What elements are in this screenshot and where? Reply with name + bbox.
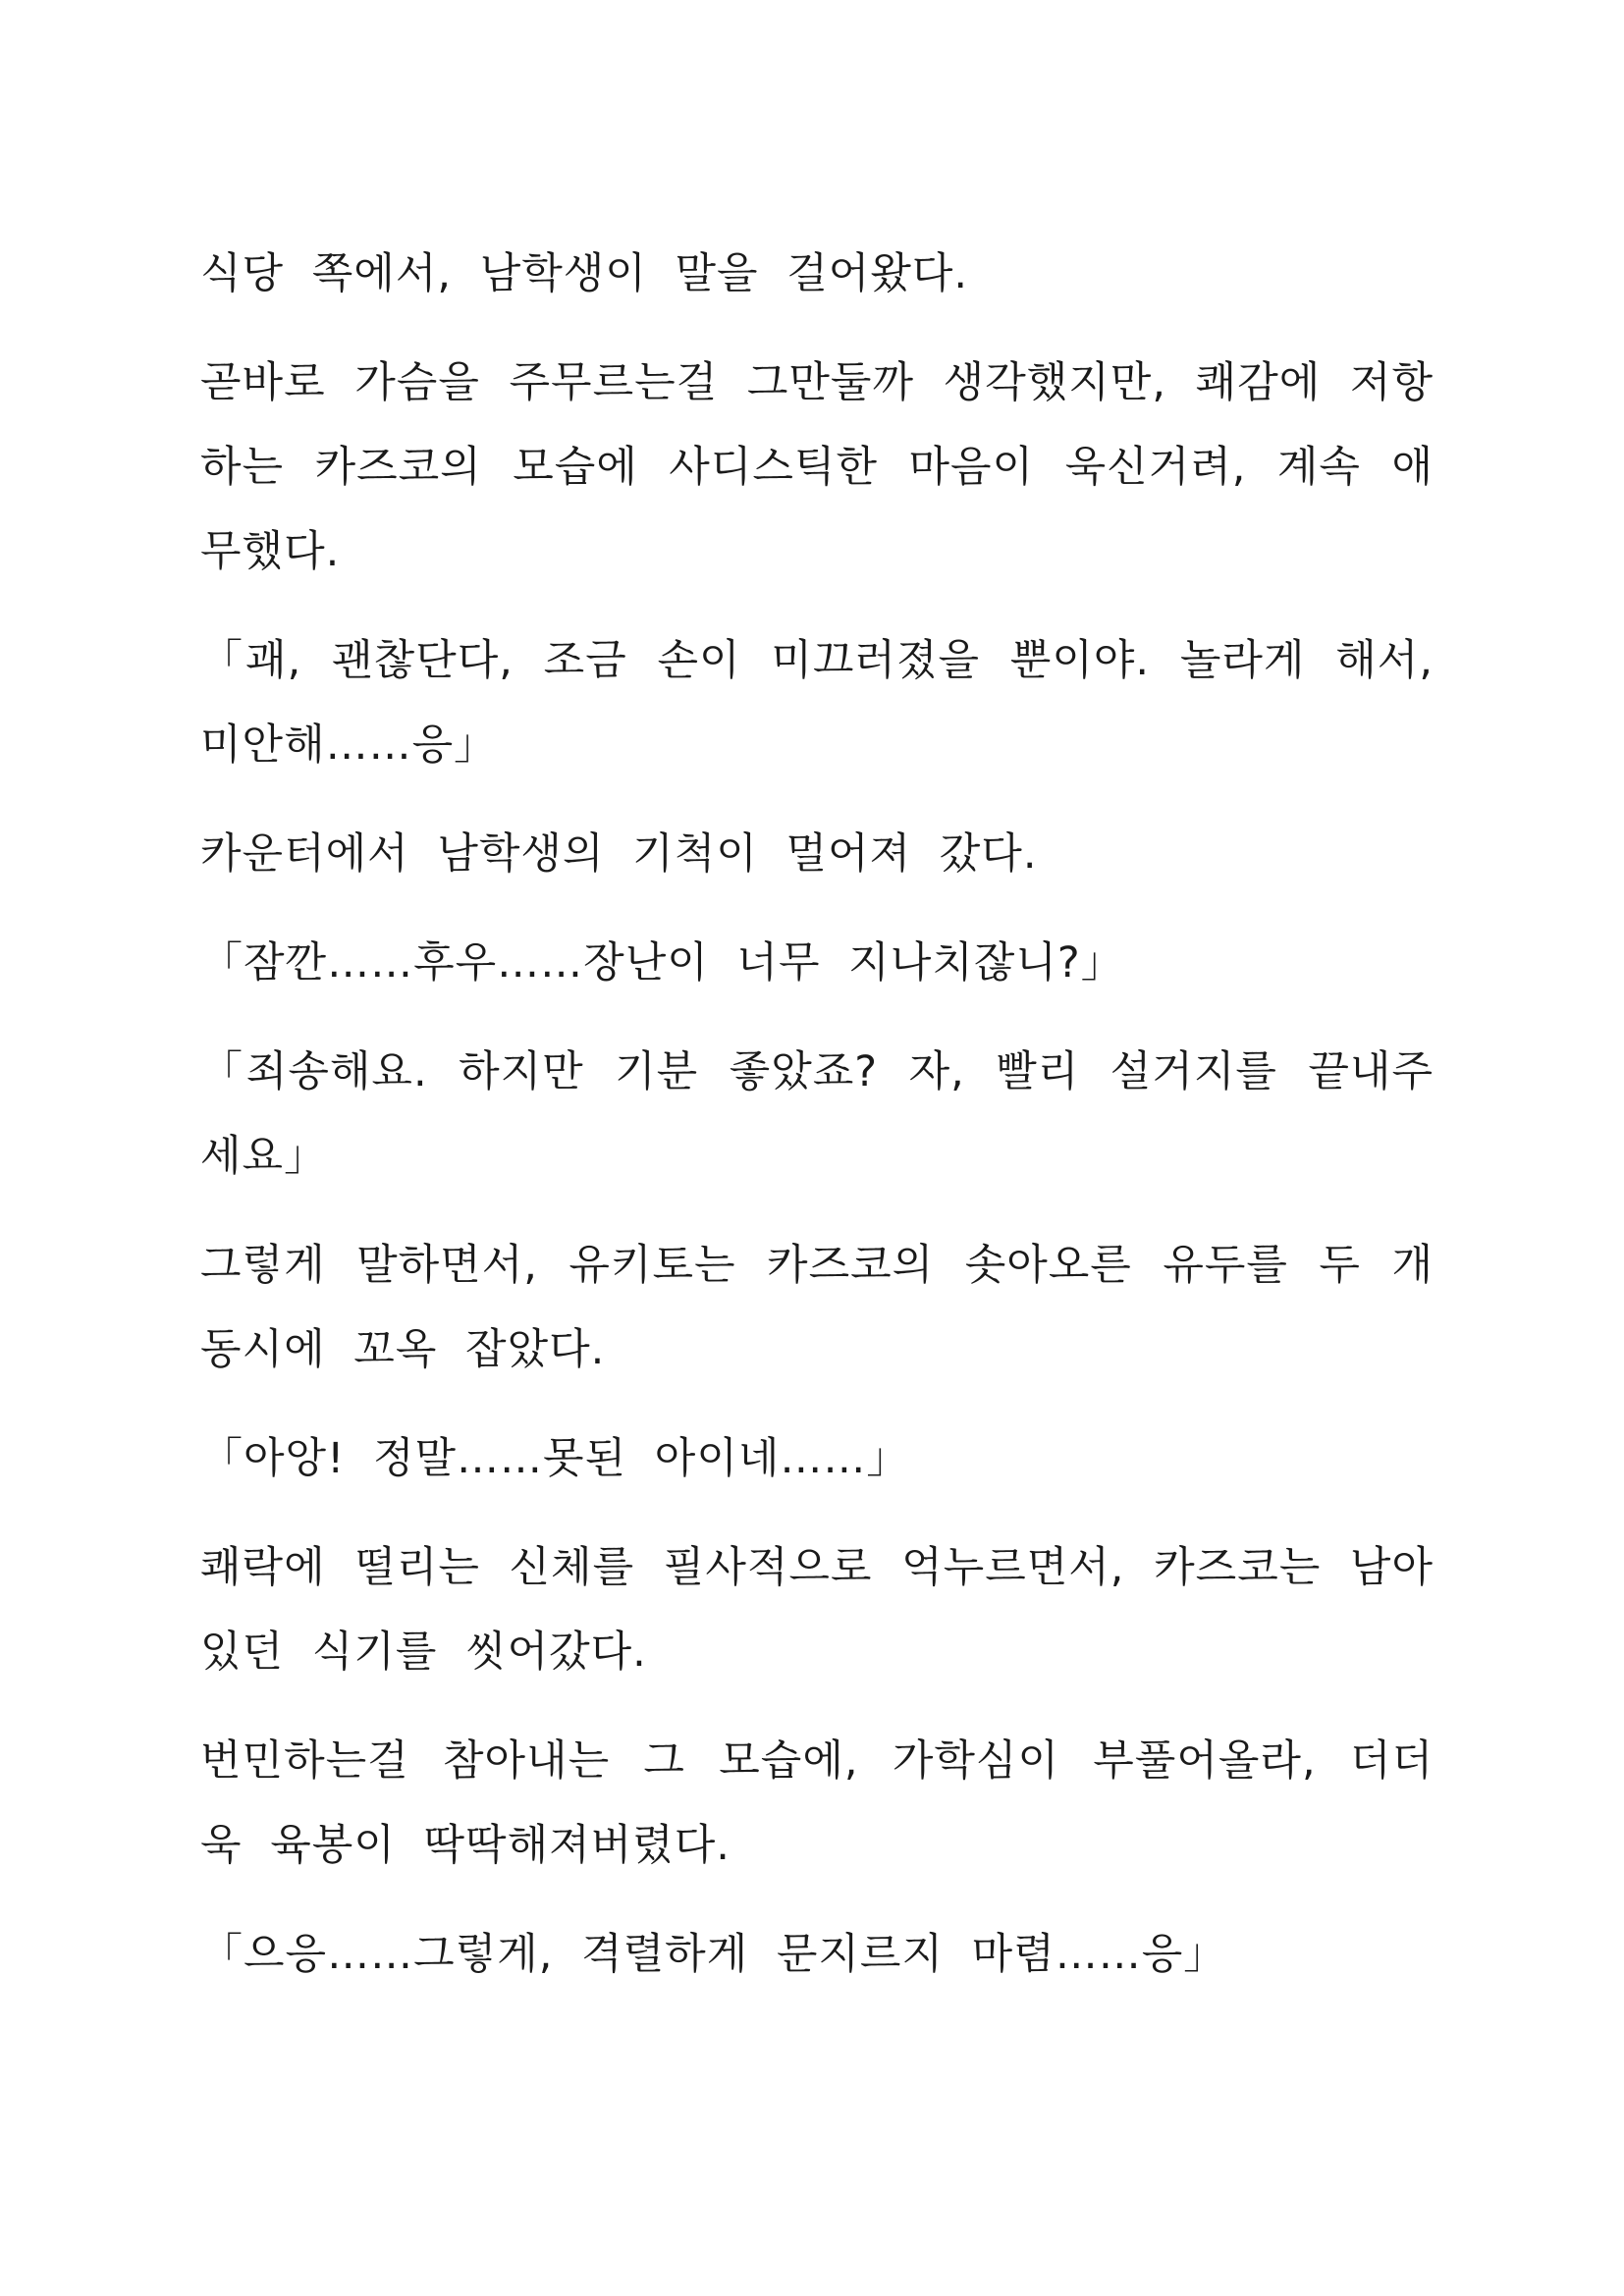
paragraph: 「으응……그렇게, 격렬하게 문지르지 마렴……응」 xyxy=(200,1930,1227,1979)
paragraph: 카운터에서 남학생의 기척이 멀어져 갔다. xyxy=(200,829,1038,879)
paragraph: 「죄송해요. 하지만 기분 좋았죠? 자, 빨리 설거지를 끝내주세요」 xyxy=(200,1047,1434,1181)
paragraph: 쾌락에 떨리는 신체를 필사적으로 억누르면서, 카즈코는 남아있던 식기를 씻어갔다. xyxy=(200,1543,1434,1677)
paragraph: 곧바로 가슴을 주무르는걸 그만둘까 생각했지만, 쾌감에 저항하는 카즈코의 모습에 사디스틱한 마음이 욱신거려, 계속 애무했다. xyxy=(200,358,1434,576)
paragraph: 식당 쪽에서, 남학생이 말을 걸어왔다. xyxy=(200,249,969,298)
paragraph: 「아앙! 정말……못된 아이네……」 xyxy=(200,1434,910,1483)
body-text xyxy=(200,232,1434,2021)
paragraph: 그렇게 말하면서, 유키토는 카즈코의 솟아오른 유두를 두 개 동시에 꼬옥 잡았다. xyxy=(200,1241,1434,1374)
paragraph: 번민하는걸 참아내는 그 모습에, 가학심이 부풀어올라, 더더욱 육봉이 딱딱해져버렸다. xyxy=(200,1736,1434,1870)
paragraph: 「괘, 괜찮단다, 조금 손이 미끄러졌을 뿐이야. 놀라게 해서, 미안해……응」 xyxy=(200,636,1434,770)
paragraph: 「잠깐……후우……장난이 너무 지나치잖니?」 xyxy=(200,938,1124,988)
